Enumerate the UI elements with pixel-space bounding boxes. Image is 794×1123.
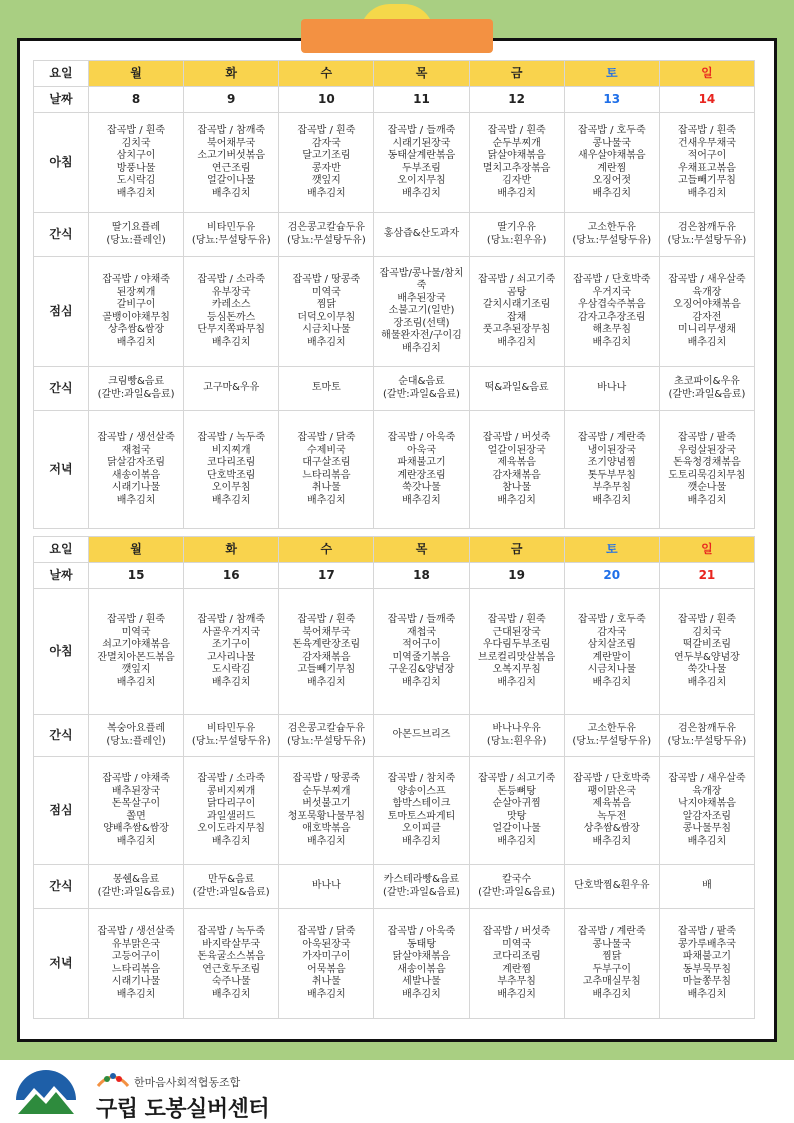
menu-cell: 아몬드브리즈: [374, 715, 469, 757]
meal-row: [34, 113, 755, 213]
meal-label: 저녁: [34, 909, 89, 1019]
menu-cell: 비타민두유 (당뇨:무설탕두유): [184, 715, 279, 757]
meal-label: 아침: [34, 113, 89, 213]
day-label: 요일: [34, 61, 89, 87]
day-header-row: [34, 61, 755, 87]
day-name: 금: [469, 537, 564, 563]
menu-cell: 초코파이&우유 (갈반:과일&음료): [659, 367, 754, 411]
menu-cell: 잡곡밥 / 흰죽 감자국 달고기조림 콩자반 깻잎지 배추김치: [279, 113, 374, 213]
menu-cell: 잡곡밥 / 땅콩죽 순두부찌개 버섯불고기 청포묵황나물무침 애호박볶음 배추김치: [279, 757, 374, 865]
day-name: 일: [659, 61, 754, 87]
menu-cell: 잡곡밥 / 흰죽 미역국 쇠고기야채볶음 잔멸치아몬드볶음 깻잎지 배추김치: [89, 589, 184, 715]
menu-cell: 잡곡밥 / 들깨죽 시래기된장국 동태살계란볶음 두부조림 오이지무침 배추김치: [374, 113, 469, 213]
meal-label: 간식: [34, 213, 89, 257]
menu-cell: 검은참깨두유 (당뇨:무설탕두유): [659, 715, 754, 757]
day-name: 토: [564, 61, 659, 87]
menu-cell: 잡곡밥 / 단호박죽 우거지국 우삼겹숙주볶음 감자고추장조림 해초무침 배추김치: [564, 257, 659, 367]
menu-cell: 잡곡밥 / 흰죽 건새우무채국 적어구이 우채표고볶음 고들빼기무침 배추김치: [659, 113, 754, 213]
menu-cell: 검은콩고칼슘두유 (당뇨:무설탕두유): [279, 715, 374, 757]
menu-cell: 딸기우유 (당뇨:흰우유): [469, 213, 564, 257]
menu-cell: 고소한두유 (당뇨:무설탕두유): [564, 715, 659, 757]
meal-label: 간식: [34, 367, 89, 411]
date-cell: 15: [89, 563, 184, 589]
day-header-row: [34, 537, 755, 563]
menu-cell: 잡곡밥 / 새우살죽 육개장 낙지야채볶음 알감자조림 콩나물무침 배추김치: [659, 757, 754, 865]
date-cell: 16: [184, 563, 279, 589]
meal-row: [34, 865, 755, 909]
menu-cell: 잡곡밥 / 소라죽 콩비지찌개 닭다리구이 과일샐러드 오이도라지무침 배추김치: [184, 757, 279, 865]
menu-cell: 잡곡밥 / 흰죽 김치국 삼치구이 방풍나물 도시락김 배추김치: [89, 113, 184, 213]
date-cell: 12: [469, 87, 564, 113]
menu-cell: 잡곡밥 / 단호박죽 팽이맑은국 제육볶음 녹두전 상추쌈&쌈장 배추김치: [564, 757, 659, 865]
date-row: [34, 87, 755, 113]
menu-cell: 크림빵&음료 (갈반:과일&음료): [89, 367, 184, 411]
menu-cell: 떡&과일&음료: [469, 367, 564, 411]
menu-cell: 복숭아요플레 (당뇨:플레인): [89, 715, 184, 757]
day-name: 토: [564, 537, 659, 563]
meal-label: 간식: [34, 865, 89, 909]
day-name: 화: [184, 61, 279, 87]
menu-cell: 잡곡밥 / 참치죽 양송이스프 함박스테이크 토마토스파게티 오이피클 배추김치: [374, 757, 469, 865]
date-cell: 21: [659, 563, 754, 589]
menu-cell: 딸기요플레 (당뇨:플레인): [89, 213, 184, 257]
meal-row: [34, 367, 755, 411]
menu-cell: 바나나: [564, 367, 659, 411]
meal-row: [34, 213, 755, 257]
menu-cell: 잡곡밥 / 팥죽 우렁살된장국 돈육청경채볶음 도토리묵김치무침 깻순나물 배추김치: [659, 411, 754, 529]
menu-cell: 잡곡밥 / 땅콩죽 미역국 찜닭 더덕오이무침 시금치나물 배추김치: [279, 257, 374, 367]
meal-row: [34, 757, 755, 865]
menu-cell: 단호박찜&흰우유: [564, 865, 659, 909]
menu-cell: 비타민두유 (당뇨:무설탕두유): [184, 213, 279, 257]
meal-row: [34, 589, 755, 715]
date-cell: 13: [564, 87, 659, 113]
menu-cell: 검은참깨두유 (당뇨:무설탕두유): [659, 213, 754, 257]
center-logo-icon: [14, 1066, 78, 1116]
menu-cell: 잡곡밥 / 야채죽 된장찌개 갈비구이 골뱅이야채무침 상추쌈&쌈장 배추김치: [89, 257, 184, 367]
coop-name: 한마음사회적협동조합: [134, 1076, 241, 1089]
date-cell: 9: [184, 87, 279, 113]
menu-cell: 만두&음료 (갈반:과일&음료): [184, 865, 279, 909]
menu-cell: 고소한두유 (당뇨:무설탕두유): [564, 213, 659, 257]
menu-cell: 잡곡밥 / 흰죽 근대된장국 우다림두부조림 브로컬리맛살볶음 오복지무침 배추김치: [469, 589, 564, 715]
menu-cell: 잡곡밥 / 들깨죽 재첩국 적어구이 미역줄기볶음 구운김&양념장 배추김치: [374, 589, 469, 715]
meal-row: [34, 909, 755, 1019]
menu-cell: 잡곡밥 / 계란죽 냉이된장국 조기양념찜 톳두부무침 부추무침 배추김치: [564, 411, 659, 529]
menu-cell: 잡곡밥 / 계란죽 콩나물국 찜닭 두부구이 고추매실무침 배추김치: [564, 909, 659, 1019]
day-name: 화: [184, 537, 279, 563]
day-name: 월: [89, 537, 184, 563]
menu-cell: 잡곡밥 / 야채죽 배추된장국 돈목살구이 쫄면 양배추쌈&쌈장 배추김치: [89, 757, 184, 865]
menu-cell: 순대&음료 (갈반:과일&음료): [374, 367, 469, 411]
menu-cell: 배: [659, 865, 754, 909]
meal-row: [34, 715, 755, 757]
date-label: 날짜: [34, 563, 89, 589]
meal-label: 점심: [34, 257, 89, 367]
date-row: [34, 563, 755, 589]
coop-logo-icon: [96, 1068, 130, 1088]
menu-cell: 잡곡밥 / 참깨죽 북어채무국 소고기버섯볶음 연근조림 얼갈이나물 배추김치: [184, 113, 279, 213]
menu-cell: 카스테라빵&음료 (갈반:과일&음료): [374, 865, 469, 909]
date-cell: 19: [469, 563, 564, 589]
meal-label: 아침: [34, 589, 89, 715]
menu-cell: 잡곡밥 / 아욱죽 아욱국 파채불고기 계란장조림 쑥갓나물 배추김치: [374, 411, 469, 529]
title-tab: [301, 19, 493, 53]
menu-cell: 칼국수 (갈반:과일&음료): [469, 865, 564, 909]
menu-cell: 잡곡밥/콩나물/참치죽 배추된장국 소불고기(일반) 장조림(선택) 해물완자전/구이김 배추김치: [374, 257, 469, 367]
meal-label: 간식: [34, 715, 89, 757]
menu-cell: 바나나: [279, 865, 374, 909]
menu-cell: 잡곡밥 / 새우살죽 육개장 오징어야채볶음 감자전 미니리무생채 배추김치: [659, 257, 754, 367]
menu-cell: 홍삼즙&산도과자: [374, 213, 469, 257]
menu-cell: 잡곡밥 / 닭죽 아욱된장국 가자미구이 어묵볶음 취나물 배추김치: [279, 909, 374, 1019]
menu-cell: 잡곡밥 / 흰죽 김치국 떡갈비조림 연두부&양념장 쑥갓나물 배추김치: [659, 589, 754, 715]
menu-cell: 잡곡밥 / 쇠고기죽 돈등뼈탕 순살아귀찜 맛탕 얼갈이나물 배추김치: [469, 757, 564, 865]
date-cell: 14: [659, 87, 754, 113]
meal-label: 점심: [34, 757, 89, 865]
meal-label: 저녁: [34, 411, 89, 529]
date-cell: 8: [89, 87, 184, 113]
date-cell: 17: [279, 563, 374, 589]
menu-cell: 토마토: [279, 367, 374, 411]
day-name: 월: [89, 61, 184, 87]
menu-cell: 잡곡밥 / 버섯죽 미역국 코다리조림 계란찜 부추무침 배추김치: [469, 909, 564, 1019]
meal-row: [34, 411, 755, 529]
weekly-menu-table-2: [33, 536, 755, 1019]
menu-cell: 잡곡밥 / 호두죽 콩나물국 새우살야채볶음 계란찜 오징어젓 배추김치: [564, 113, 659, 213]
menu-cell: 잡곡밥 / 생선살죽 재첩국 닭살감자조림 새송이볶음 시래기나물 배추김치: [89, 411, 184, 529]
date-cell: 20: [564, 563, 659, 589]
day-name: 목: [374, 537, 469, 563]
date-cell: 18: [374, 563, 469, 589]
date-label: 날짜: [34, 87, 89, 113]
day-name: 목: [374, 61, 469, 87]
menu-cell: 잡곡밥 / 참깨죽 사골우거지국 조기구이 고사리나물 도시락김 배추김치: [184, 589, 279, 715]
menu-cell: 바나나우유 (당뇨:흰우유): [469, 715, 564, 757]
meal-row: [34, 257, 755, 367]
menu-cell: 잡곡밥 / 녹두죽 바지락살무국 돈육굴소스볶음 연근호두조림 숙주나물 배추김치: [184, 909, 279, 1019]
day-name: 수: [279, 537, 374, 563]
day-name: 일: [659, 537, 754, 563]
menu-cell: 잡곡밥 / 생선살죽 유부맑은국 고등어구이 느타리볶음 시래기나물 배추김치: [89, 909, 184, 1019]
menu-cell: 잡곡밥 / 버섯죽 얼갈이된장국 제육볶음 감자채볶음 참나물 배추김치: [469, 411, 564, 529]
date-cell: 10: [279, 87, 374, 113]
day-name: 금: [469, 61, 564, 87]
menu-cell: 잡곡밥 / 아욱죽 동태탕 닭살야채볶음 새송이볶음 세발나물 배추김치: [374, 909, 469, 1019]
menu-cell: 잡곡밥 / 소라죽 유부장국 카레소스 등심돈까스 단무지쪽파무침 배추김치: [184, 257, 279, 367]
menu-cell: 잡곡밥 / 녹두죽 비지찌개 코다리조림 단호박조림 오이무침 배추김치: [184, 411, 279, 529]
menu-cell: 검은콩고칼슘두유 (당뇨:무설탕두유): [279, 213, 374, 257]
menu-cell: 잡곡밥 / 쇠고기죽 곰탕 갈치시래기조림 잡채 풋고추된장무침 배추김치: [469, 257, 564, 367]
menu-cell: 잡곡밥 / 흰죽 북어채무국 돈육계란장조림 감자채볶음 고들빼기무침 배추김치: [279, 589, 374, 715]
menu-cell: 잡곡밥 / 흰죽 순두부찌개 닭살야채볶음 멸치고추장볶음 김자반 배추김치: [469, 113, 564, 213]
menu-cell: 잡곡밥 / 팥죽 콩가루배추국 파채불고기 동부묵무침 마늘쫑무침 배추김치: [659, 909, 754, 1019]
weekly-menu-table-1: [33, 60, 755, 529]
menu-cell: 몽쉘&음료 (갈반:과일&음료): [89, 865, 184, 909]
center-name: 구립 도봉실버센터: [96, 1097, 270, 1122]
date-cell: 11: [374, 87, 469, 113]
day-name: 수: [279, 61, 374, 87]
day-label: 요일: [34, 537, 89, 563]
menu-cell: 잡곡밥 / 닭죽 수제비국 대구살조림 느타리볶음 취나물 배추김치: [279, 411, 374, 529]
menu-cell: 잡곡밥 / 호두죽 감자국 삼치살조림 계란말이 시금치나물 배추김치: [564, 589, 659, 715]
menu-cell: 고구마&우유: [184, 367, 279, 411]
